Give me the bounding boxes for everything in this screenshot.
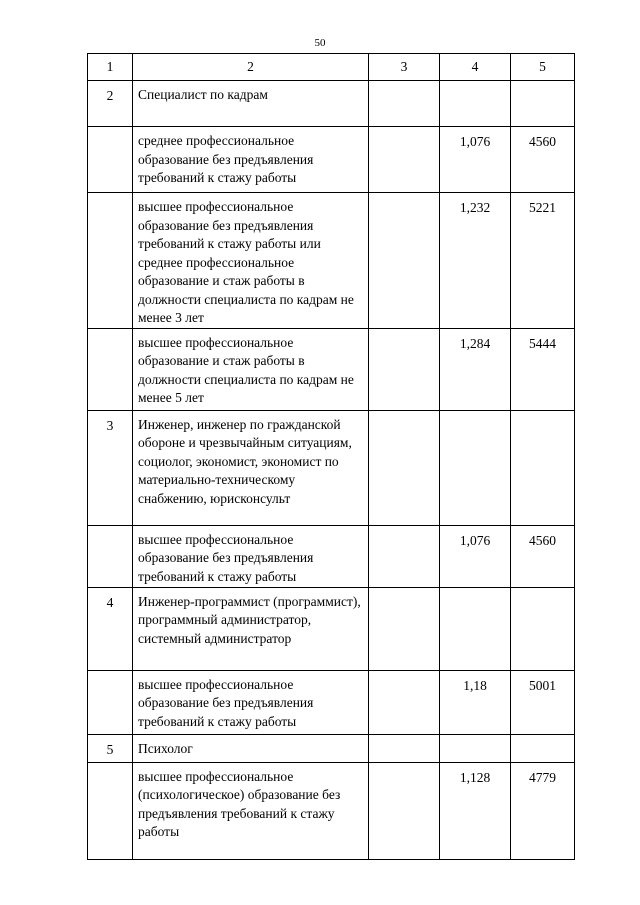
table-row [88, 670, 575, 734]
salary-table [87, 53, 575, 860]
row-number: 3 [88, 410, 133, 525]
coefficient-cell: 1,284 [440, 328, 511, 410]
coefficient-cell: 1,18 [440, 670, 511, 734]
coefficient-cell: 1,232 [440, 193, 511, 329]
position-text: среднее профессиональное образование без предъявления требований к стажу работы [133, 127, 369, 193]
table-row [88, 410, 575, 525]
row-number [88, 127, 133, 193]
coefficient-cell [440, 734, 511, 762]
position-text: высшее профессиональное образование без предъявления требований к стажу работы [133, 525, 369, 587]
cell-col3 [369, 734, 440, 762]
row-number: 4 [88, 587, 133, 670]
row-number [88, 525, 133, 587]
row-number: 5 [88, 734, 133, 762]
row-number [88, 328, 133, 410]
cell-col3 [369, 525, 440, 587]
cell-col3 [369, 410, 440, 525]
salary-cell [511, 410, 575, 525]
cell-col3 [369, 762, 440, 859]
row-number [88, 193, 133, 329]
table-header-row [88, 54, 575, 81]
table-row [88, 587, 575, 670]
cell-col3 [369, 81, 440, 127]
salary-cell: 5221 [511, 193, 575, 329]
cell-col3 [369, 587, 440, 670]
salary-cell [511, 587, 575, 670]
coefficient-cell [440, 81, 511, 127]
row-number [88, 670, 133, 734]
row-number [88, 762, 133, 859]
salary-cell: 5001 [511, 670, 575, 734]
position-text: Инженер-программист (программист), программный администратор, системный администратор [133, 587, 369, 670]
position-text: высшее профессиональное образование и стаж работы в должности специалиста по кадрам не менее 5 лет [133, 328, 369, 410]
column-header: 1 [88, 54, 133, 81]
table-row [88, 81, 575, 127]
position-text: высшее профессиональное (психологическое) образование без предъявления требований к стажу работы [133, 762, 369, 859]
column-header: 3 [369, 54, 440, 81]
position-text: Специалист по кадрам [133, 81, 369, 127]
table-row [88, 734, 575, 762]
table-row [88, 328, 575, 410]
table-row [88, 525, 575, 587]
cell-col3 [369, 193, 440, 329]
salary-cell: 4560 [511, 127, 575, 193]
cell-col3 [369, 328, 440, 410]
cell-col3 [369, 127, 440, 193]
table-row [88, 193, 575, 329]
coefficient-cell [440, 587, 511, 670]
position-text: высшее профессиональное образование без предъявления требований к стажу работы или среднее профессиональное образование и стаж работы в должности специалиста по кадрам не менее 3 лет [133, 193, 369, 329]
salary-cell: 4779 [511, 762, 575, 859]
column-header: 2 [133, 54, 369, 81]
coefficient-cell: 1,128 [440, 762, 511, 859]
table-row [88, 127, 575, 193]
row-number: 2 [88, 81, 133, 127]
position-text: Психолог [133, 734, 369, 762]
page-number: 50 [314, 37, 326, 49]
position-text: высшее профессиональное образование без предъявления требований к стажу работы [133, 670, 369, 734]
salary-cell: 5444 [511, 328, 575, 410]
salary-cell [511, 81, 575, 127]
salary-cell: 4560 [511, 525, 575, 587]
coefficient-cell [440, 410, 511, 525]
column-header: 5 [511, 54, 575, 81]
coefficient-cell: 1,076 [440, 525, 511, 587]
position-text: Инженер, инженер по гражданской обороне и чрезвычайным ситуациям, социолог, экономист, экономист по материально-техническому снабжению, юрисконсульт [133, 410, 369, 525]
column-header: 4 [440, 54, 511, 81]
cell-col3 [369, 670, 440, 734]
coefficient-cell: 1,076 [440, 127, 511, 193]
salary-cell [511, 734, 575, 762]
table-row [88, 762, 575, 859]
